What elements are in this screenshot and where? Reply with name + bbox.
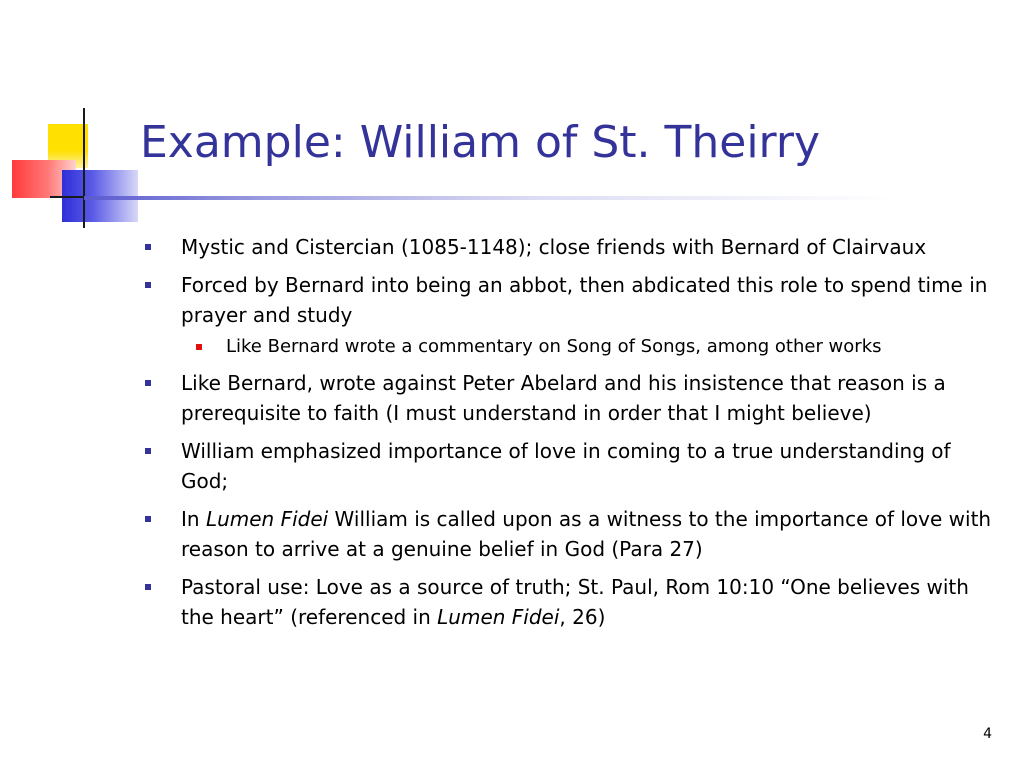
bullet-square-icon [145,584,151,590]
bullet-item [140,232,1000,262]
bullet-item [140,436,1000,496]
lumen-fidei-title: Lumen Fidei [205,507,329,531]
bullet-text: William emphasized importance of love in coming to a true understanding of God; [181,439,951,493]
slide-title: Example: William of St. Theirry [140,117,821,168]
bullet-item [140,504,1000,564]
bullet-item [140,270,1000,330]
bullet-list [140,232,1000,640]
bullet-text-suffix: William is called upon as a witness to the importance of love with reason to arrive at a genuine belief in God (Para 27) [181,507,992,561]
bullet-text: Mystic and Cistercian (1085-1148); close friends with Bernard of Clairvaux [181,235,927,259]
bullet-square-icon [145,516,151,522]
sub-bullet-text: Like Bernard wrote a commentary on Song of Songs, among other works [226,336,882,357]
bullet-text-prefix: In [181,507,206,531]
bullet-square-icon [145,244,151,250]
bullet-text: Like Bernard, wrote against Peter Abelard and his insistence that reason is a prerequisite to faith (I must understand in order that I might believe) [181,371,946,425]
bullet-text-prefix: Pastoral use: Love as a source of truth; St. Paul, Rom 10:10 “One believes with the heart” (referenced in [181,575,969,629]
bullet-square-icon [145,282,151,288]
title-underline-rule [84,196,984,200]
sub-bullet-item [140,334,1000,360]
bullet-square-icon [145,380,151,386]
bullet-text: Forced by Bernard into being an abbot, then abdicated this role to spend time in prayer and study [181,273,988,327]
sub-bullet-square-icon [196,344,202,350]
bullet-square-icon [145,448,151,454]
logo-vertical-line [83,108,85,228]
corner-logo [0,0,140,240]
slide-number: 4 [983,726,992,742]
bullet-item [140,368,1000,428]
bullet-item [140,572,1000,632]
lumen-fidei-title: Lumen Fidei [437,605,560,629]
bullet-text-suffix: , 26) [559,605,606,629]
